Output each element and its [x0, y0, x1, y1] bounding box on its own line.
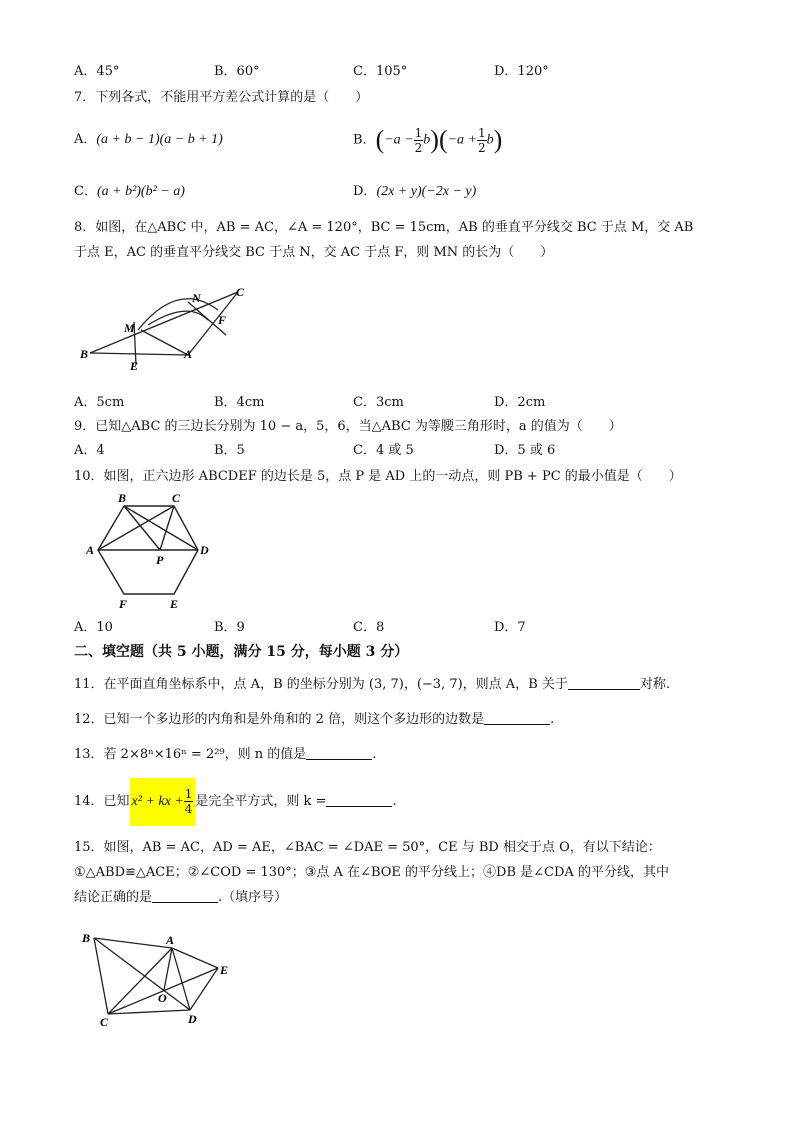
- q13-tail: .: [372, 747, 377, 762]
- q8-option-c: C．3cm: [353, 395, 404, 410]
- q8-arc-2: [148, 311, 208, 325]
- q9-stem: 9．已知△ABC 的三边长分别为 10 − a，5，6，当△ABC 为等腰三角形时，a 的值为（ ）: [74, 419, 622, 434]
- q11-answer-blank[interactable]: [568, 675, 640, 690]
- q8-line-am: [141, 330, 188, 355]
- q7-a-label: A．: [74, 132, 97, 147]
- q15-stem-line3: [74, 888, 287, 908]
- q8-option-d: D．2cm: [494, 395, 546, 410]
- q12-answer-blank[interactable]: [484, 710, 550, 725]
- q7-stem: 7．下列各式，不能用平方差公式计算的是（ ）: [74, 90, 369, 105]
- q10-label-f: F: [119, 597, 128, 611]
- q15-label-e: E: [220, 963, 229, 977]
- q7-option-c: [74, 182, 185, 202]
- q13-text: 13．若 2×8ⁿ×16ⁿ = 2²⁹，则 n 的值是: [74, 747, 307, 762]
- q10-stem: 10．如图，正六边形 ABCDEF 的边长是 5，点 P 是 AD 上的一动点，则 PB + PC 的最小值是（ ）: [74, 469, 682, 484]
- q10-label-a: A: [86, 543, 95, 557]
- q15-answer-blank[interactable]: [152, 888, 218, 903]
- q7-c-expr: (a + b²)(b² − a): [96, 184, 185, 199]
- q12-tail: .: [550, 712, 555, 727]
- q12-text: 12．已知一个多边形的内角和是外角和的 2 倍，则这个多边形的边数是: [74, 712, 485, 727]
- q15-stem-line2: ①△ABD≌△ACE；②∠COD = 130°；③点 A 在∠BOE 的平分线上；④DB 是∠CDA 的平分线，其中: [74, 865, 669, 880]
- q11-text: 11．在平面直角坐标系中，点 A，B 的坐标分别为 (3, 7)，(−3, 7)，则点 A，B 关于: [74, 677, 568, 692]
- q12-line: [74, 710, 554, 730]
- q15-side-ae: [172, 948, 218, 968]
- q14-line: [74, 778, 397, 826]
- q7-a-expr: (a + b − 1)(a − b + 1): [96, 132, 223, 147]
- q6-option-b: B．60°: [214, 64, 260, 79]
- q15-line3a: 结论正确的是: [74, 890, 153, 905]
- q15-label-c: C: [100, 1015, 109, 1028]
- q6-option-a: A．45°: [74, 64, 120, 79]
- q10-label-b: B: [118, 492, 127, 505]
- q10-option-d: D．7: [494, 620, 526, 635]
- q8-side-ba: [90, 353, 188, 355]
- q8-label-e: E: [130, 359, 139, 373]
- q8-label-n: N: [192, 291, 201, 305]
- q8-stem-line2: 于点 E，AC 的垂直平分线交 BC 于点 N，交 AC 于点 F，则 MN 的长为（ ）: [74, 245, 554, 260]
- q8-side-bc: [90, 292, 238, 353]
- q10-label-d: D: [200, 543, 209, 557]
- q11-line: [74, 675, 670, 695]
- q15-label-d: D: [188, 1012, 197, 1026]
- q8-arc-1: [138, 299, 218, 330]
- q13-answer-blank[interactable]: [306, 745, 372, 760]
- q15-label-a: A: [166, 933, 175, 947]
- q10-option-b: B．9: [214, 620, 245, 635]
- q7-b-part2: b: [423, 132, 431, 148]
- q10-line-bp: [124, 506, 160, 550]
- q10-figure: [86, 492, 216, 612]
- q7-b-part4: b: [486, 132, 494, 148]
- q7-option-a: [74, 130, 223, 150]
- q8-label-f: F: [218, 313, 227, 327]
- q8-label-c: C: [236, 285, 245, 299]
- q8-figure: [78, 280, 258, 375]
- q8-option-b: B．4cm: [214, 395, 265, 410]
- q14-tail: .: [392, 794, 397, 809]
- q11-tail: 对称.: [639, 677, 671, 692]
- q15-label-b: B: [82, 931, 91, 945]
- q7-b-frac2-den: 2: [478, 140, 486, 155]
- q15-line3b: .（填序号）: [218, 890, 288, 905]
- q7-b-frac1-den: 2: [414, 140, 423, 155]
- q6-option-d: D．120°: [494, 64, 549, 79]
- q15-side-cd: [108, 1010, 190, 1014]
- q8-label-m: M: [124, 321, 135, 335]
- q7-c-label: C．: [74, 184, 97, 199]
- q7-b-label: B．: [353, 132, 376, 148]
- q8-stem-line1: 8．如图，在△ABC 中，AB = AC，∠A = 120°，BC = 15cm，AB 的垂直平分线交 BC 于点 M，交 AB: [74, 220, 694, 235]
- q6-option-c: C．105°: [353, 64, 408, 79]
- q15-side-ad: [172, 948, 190, 1010]
- q7-b-part3: −a +: [447, 132, 478, 148]
- q9-option-d: D．5 或 6: [494, 443, 556, 458]
- q10-option-c: C．8: [353, 620, 385, 635]
- q14-pre: 14．已知: [74, 794, 130, 809]
- q15-label-o: O: [158, 991, 167, 1005]
- q9-option-c: C．4 或 5: [353, 443, 414, 458]
- q7-option-d: [353, 182, 476, 202]
- q14-expr: x² + kx +: [131, 794, 184, 809]
- q7-d-expr: (2x + y)(−2x − y): [376, 184, 477, 199]
- q8-label-a: A: [184, 347, 193, 361]
- q14-frac-den: 4: [184, 802, 193, 816]
- q10-label-c: C: [172, 492, 181, 505]
- q10-label-p: P: [156, 553, 164, 567]
- q14-answer-blank[interactable]: [326, 792, 392, 807]
- q7-b-frac1-num: 1: [414, 125, 423, 140]
- q9-option-b: B．5: [214, 443, 245, 458]
- q8-label-b: B: [80, 347, 89, 361]
- q14-post: 是完全平方式，则 k =: [195, 794, 327, 809]
- q10-label-e: E: [170, 597, 179, 611]
- q13-line: [74, 745, 376, 765]
- q10-option-a: A．10: [74, 620, 113, 635]
- q15-side-bc: [94, 938, 108, 1014]
- q7-d-label: D．: [353, 184, 377, 199]
- q15-figure: [78, 928, 248, 1028]
- q9-option-a: A．4: [74, 443, 105, 458]
- q7-option-b: B．(−a − $\frac{1}{2}$ b)(−a + $\frac{1}{2}$ b): [353, 125, 503, 155]
- q7-b-part1: −a −: [384, 132, 414, 148]
- q14-highlighted-expression: [130, 778, 196, 826]
- section-2-title: 二、填空题（共 5 小题，满分 15 分，每小题 3 分）: [74, 644, 409, 660]
- q15-stem-line1: 15．如图，AB = AC，AD = AE，∠BAC = ∠DAE = 50°，CE 与 BD 相交于点 O，有以下结论：: [74, 840, 661, 855]
- q7-b-frac2-num: 1: [478, 125, 486, 140]
- q8-option-a: A．5cm: [74, 395, 125, 410]
- q14-frac-num: 1: [184, 787, 193, 801]
